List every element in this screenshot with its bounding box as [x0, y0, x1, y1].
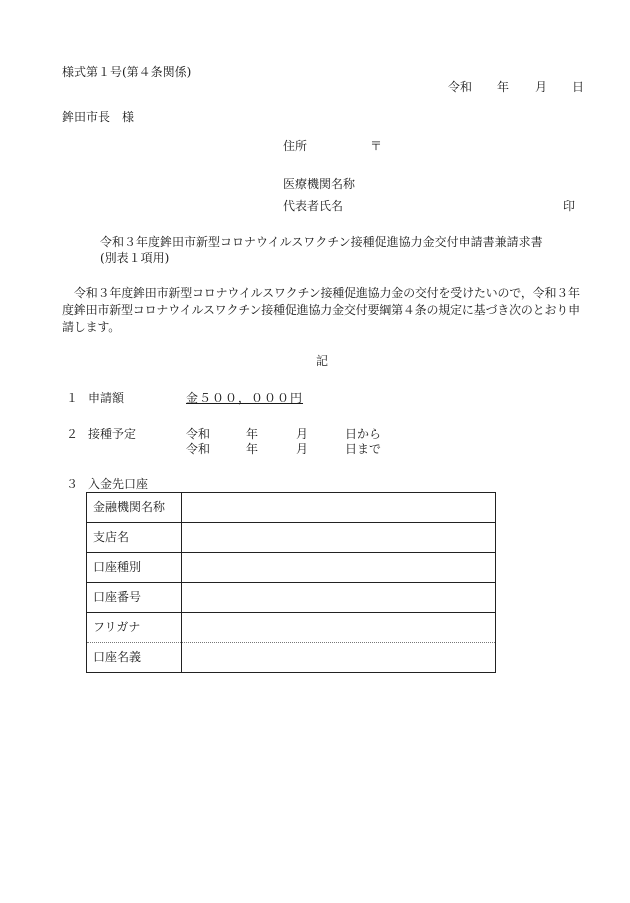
schedule-end-month-unit: 月 — [296, 442, 309, 456]
item2-label: 接種予定 — [88, 427, 137, 441]
account-type-field[interactable] — [182, 553, 496, 583]
address-label: 住所 — [283, 139, 308, 153]
schedule-start-day-unit: 日から — [345, 427, 382, 441]
furigana-label: フリガナ — [87, 613, 182, 643]
branch-name-field[interactable] — [182, 523, 496, 553]
document-subtitle: (別表１項用) — [100, 251, 170, 265]
date-era: 令和 — [448, 80, 473, 94]
schedule-end-era: 令和 — [186, 442, 211, 456]
account-number-field[interactable] — [182, 583, 496, 613]
date-year-unit: 年 — [497, 80, 510, 94]
schedule-start-month-unit: 月 — [296, 427, 309, 441]
ki-heading: 記 — [316, 354, 329, 368]
document-title: 令和３年度鉾田市新型コロナウイルスワクチン接種促進協力金交付申請書兼請求書 — [100, 235, 543, 249]
bank-account-table — [86, 492, 496, 673]
schedule-start-era: 令和 — [186, 427, 211, 441]
date-day-unit: 日 — [572, 80, 585, 94]
item3-label: 入金先口座 — [88, 477, 149, 491]
item2-number: ２ — [66, 427, 79, 441]
body-paragraph: 令和３年度鉾田市新型コロナウイルスワクチン接種促進協力金の交付を受けたいので，令和３年度鉾田市新型コロナウイルスワクチン接種促進協力金交付要綱第４条の規定に基づき次のとおり申請します。 — [62, 286, 580, 334]
account-number-label: 口座番号 — [87, 583, 182, 613]
furigana-field[interactable] — [182, 613, 496, 643]
account-number-row — [87, 583, 496, 613]
schedule-end-year-unit: 年 — [246, 442, 259, 456]
bank-row-label: 金融機関名称 — [87, 493, 182, 523]
item3-number: ３ — [66, 477, 79, 491]
account-type-label: 口座種別 — [87, 553, 182, 583]
account-type-row — [87, 553, 496, 583]
form-number-label: 様式第１号(第４条関係) — [62, 65, 192, 79]
schedule-end-day-unit: 日まで — [345, 442, 382, 456]
account-holder-label: 口座名義 — [87, 643, 182, 673]
item1-number: １ — [66, 391, 79, 405]
schedule-start-year-unit: 年 — [246, 427, 259, 441]
bank-name-field[interactable] — [182, 493, 496, 523]
date-month-unit: 月 — [535, 80, 548, 94]
institution-name-label: 医療機関名称 — [283, 177, 356, 191]
furigana-row — [87, 613, 496, 643]
application-amount: 金５００，０００円 — [186, 391, 304, 405]
branch-row — [87, 523, 496, 553]
bank-row — [87, 493, 496, 523]
account-holder-field[interactable] — [182, 643, 496, 673]
recipient: 鉾田市長 様 — [62, 110, 135, 124]
branch-row-label: 支店名 — [87, 523, 182, 553]
postal-mark: 〒 — [370, 139, 383, 153]
seal-mark: 印 — [563, 199, 576, 213]
representative-name-label: 代表者氏名 — [283, 199, 344, 213]
item1-label: 申請額 — [88, 391, 125, 405]
account-holder-row — [87, 643, 496, 673]
